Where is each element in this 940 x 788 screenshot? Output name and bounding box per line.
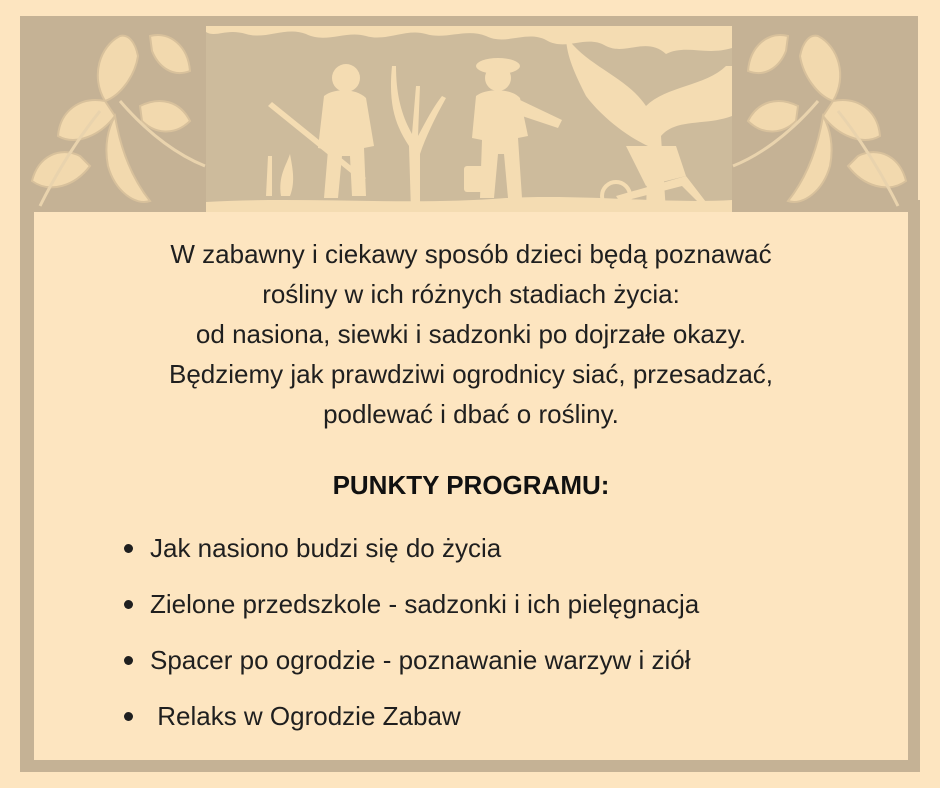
intro-line: od nasiona, siewki i sadzonki po dojrzałe okazy. bbox=[195, 319, 747, 349]
bullet-icon bbox=[124, 600, 133, 609]
program-item-label: Jak nasiono budzi się do życia bbox=[150, 533, 502, 563]
program-item-label: Spacer po ogrodzie - poznawanie warzyw i ziół bbox=[150, 645, 691, 675]
intro-paragraph bbox=[34, 234, 908, 434]
content-panel bbox=[34, 212, 908, 760]
program-list-item bbox=[120, 576, 699, 632]
frame-right-bar bbox=[908, 200, 920, 772]
intro-line: W zabawny i ciekawy sposób dzieci będą poznawać bbox=[170, 239, 772, 269]
bullet-icon bbox=[124, 544, 133, 553]
program-heading: PUNKTY PROGRAMU: bbox=[332, 470, 610, 500]
bullet-icon bbox=[124, 656, 133, 665]
intro-line: Będziemy jak prawdziwi ogrodnicy siać, przesadzać, bbox=[168, 359, 774, 389]
frame-bottom-bar bbox=[20, 760, 920, 772]
gardening-scene-illustration bbox=[206, 26, 732, 212]
intro-line: rośliny w ich różnych stadiach życia: bbox=[262, 279, 680, 309]
program-list-item bbox=[120, 520, 699, 576]
right-tulip-ornament-icon bbox=[728, 16, 918, 216]
bullet-icon bbox=[124, 712, 133, 721]
program-item-label: Relaks w Ogrodzie Zabaw bbox=[150, 701, 461, 731]
program-list bbox=[120, 520, 699, 744]
left-tulip-ornament-icon bbox=[20, 16, 210, 216]
intro-line: podlewać i dbać o rośliny. bbox=[323, 399, 619, 429]
program-list-item bbox=[120, 632, 699, 688]
frame-left-bar bbox=[20, 200, 34, 772]
program-item-label: Zielone przedszkole - sadzonki i ich pielęgnacja bbox=[150, 589, 700, 619]
program-list-item bbox=[120, 688, 699, 744]
